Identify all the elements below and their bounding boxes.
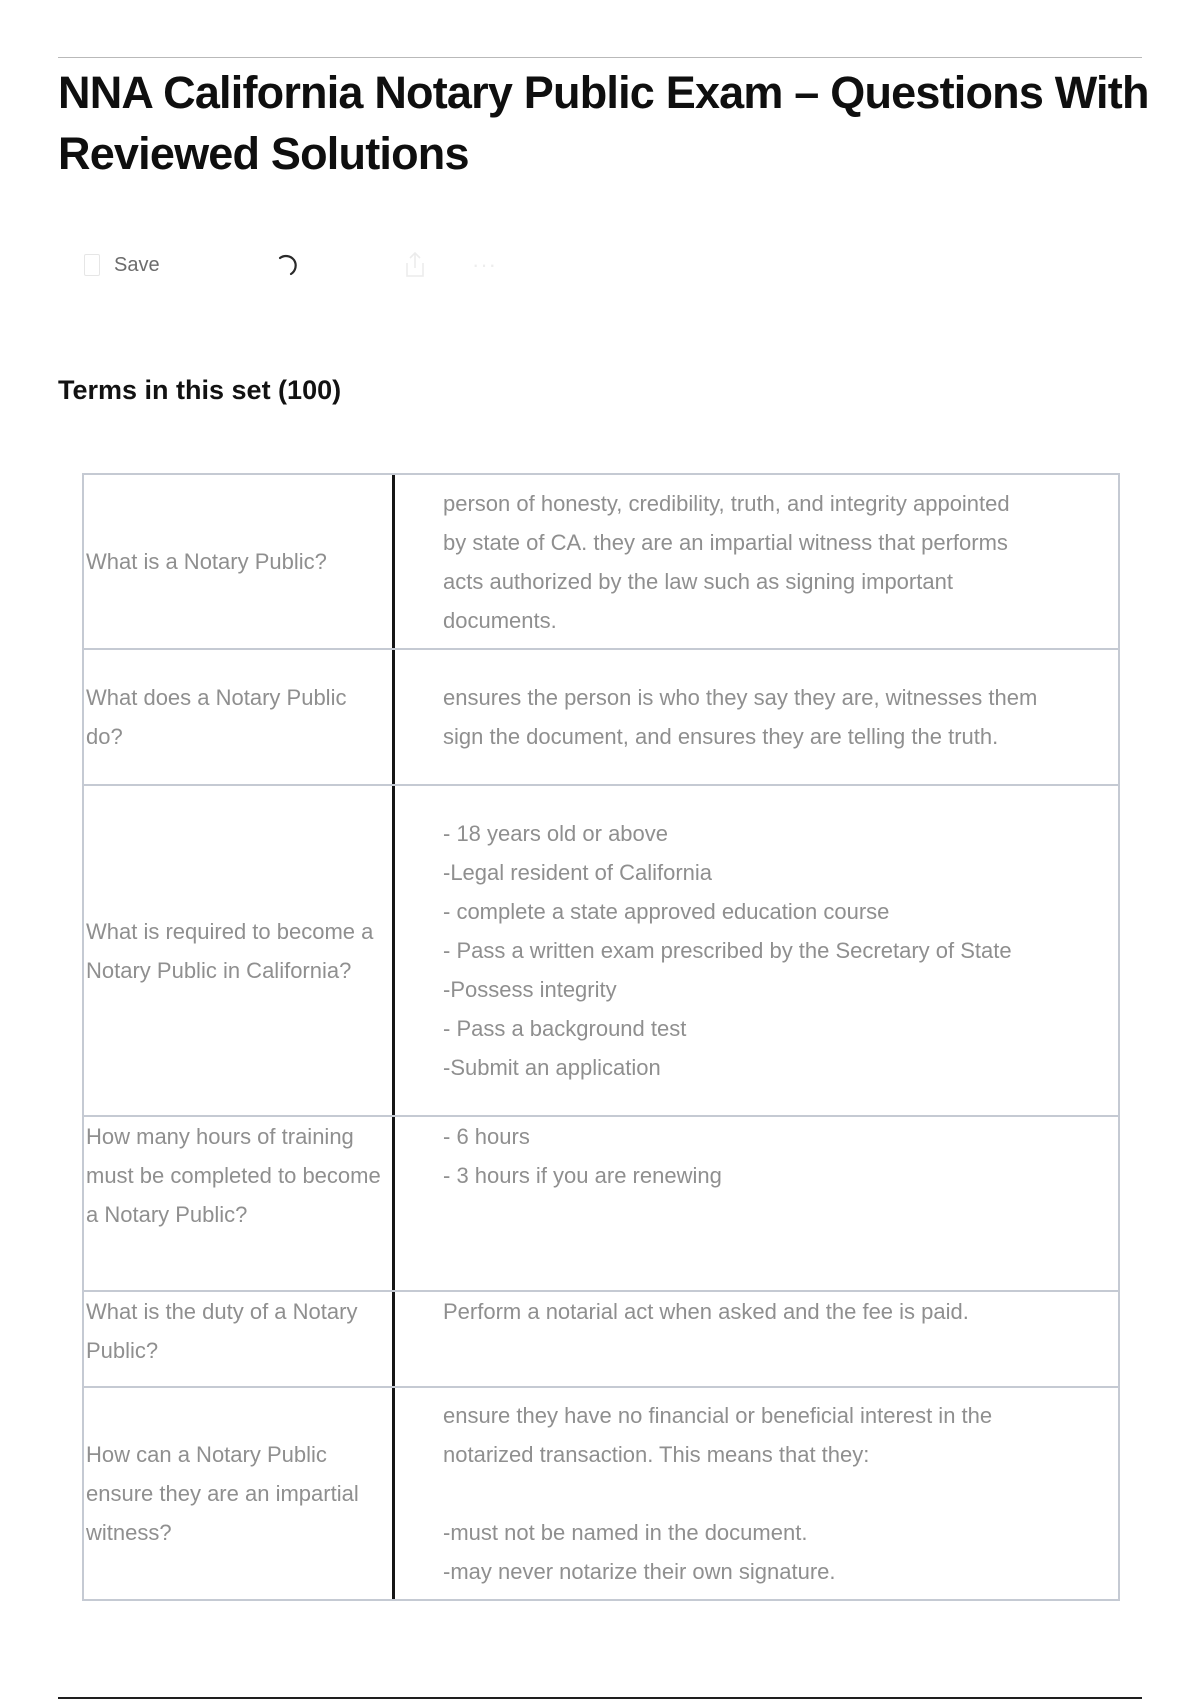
definition-text: ensure they have no financial or beneficial interest in the notarized transaction. This means that they: -must not be named in the document. -may never notarize their own signature. bbox=[443, 1403, 993, 1584]
terms-heading: Terms in this set (100) bbox=[58, 375, 342, 405]
definition-text: Perform a notarial act when asked and the fee is paid. bbox=[443, 1299, 969, 1324]
table-row bbox=[82, 473, 1120, 650]
share-icon bbox=[402, 250, 428, 280]
loading-spinner-icon bbox=[274, 248, 300, 282]
table-row bbox=[82, 784, 1120, 1117]
top-divider bbox=[58, 57, 1142, 58]
term-text: What does a Notary Public do? bbox=[86, 685, 347, 749]
definition-text: - 18 years old or above -Legal resident of California - complete a state approved education course - Pass a written exam prescribed by the Secretary of State -Possess integrity - Pass a background test -Submit an application bbox=[443, 821, 1012, 1080]
term-text: What is required to become a Notary Public in California? bbox=[86, 918, 374, 983]
definition-text: ensures the person is who they say they are, witnesses them sign the document, and ensures they are telling the truth. bbox=[443, 685, 1038, 749]
definition-cell bbox=[395, 1388, 1118, 1599]
definition-cell bbox=[395, 650, 1118, 784]
term-text: What is the duty of a Notary Public? bbox=[86, 1299, 358, 1363]
term-text: How can a Notary Public ensure they are an impartial witness? bbox=[86, 1442, 359, 1545]
terms-table bbox=[82, 473, 1120, 1599]
definition-cell bbox=[395, 1117, 1118, 1290]
save-label: Save bbox=[114, 253, 160, 276]
table-row bbox=[82, 1115, 1120, 1292]
bottom-divider bbox=[58, 1697, 1142, 1699]
save-button[interactable] bbox=[84, 248, 160, 282]
more-options-icon: ··· bbox=[472, 252, 497, 277]
bookmark-icon bbox=[84, 254, 100, 276]
definition-cell bbox=[395, 1292, 1118, 1386]
definition-cell bbox=[395, 475, 1118, 648]
table-row bbox=[82, 1386, 1120, 1601]
page-title: NNA California Notary Public Exam – Questions With Reviewed Solutions bbox=[58, 67, 1149, 179]
table-row bbox=[82, 1290, 1120, 1388]
action-bar bbox=[84, 248, 534, 282]
definition-text: person of honesty, credibility, truth, and integrity appointed by state of CA. they are an impartial witness that performs acts authorized by the law such as signing important documents. bbox=[443, 490, 1010, 633]
more-options-button[interactable] bbox=[472, 248, 497, 282]
term-text: How many hours of training must be completed to become a Notary Public? bbox=[86, 1124, 381, 1227]
term-text: What is a Notary Public? bbox=[86, 549, 327, 574]
definition-text: - 6 hours - 3 hours if you are renewing bbox=[443, 1124, 722, 1188]
share-button[interactable] bbox=[402, 248, 428, 282]
table-row bbox=[82, 648, 1120, 786]
definition-cell bbox=[395, 786, 1118, 1115]
